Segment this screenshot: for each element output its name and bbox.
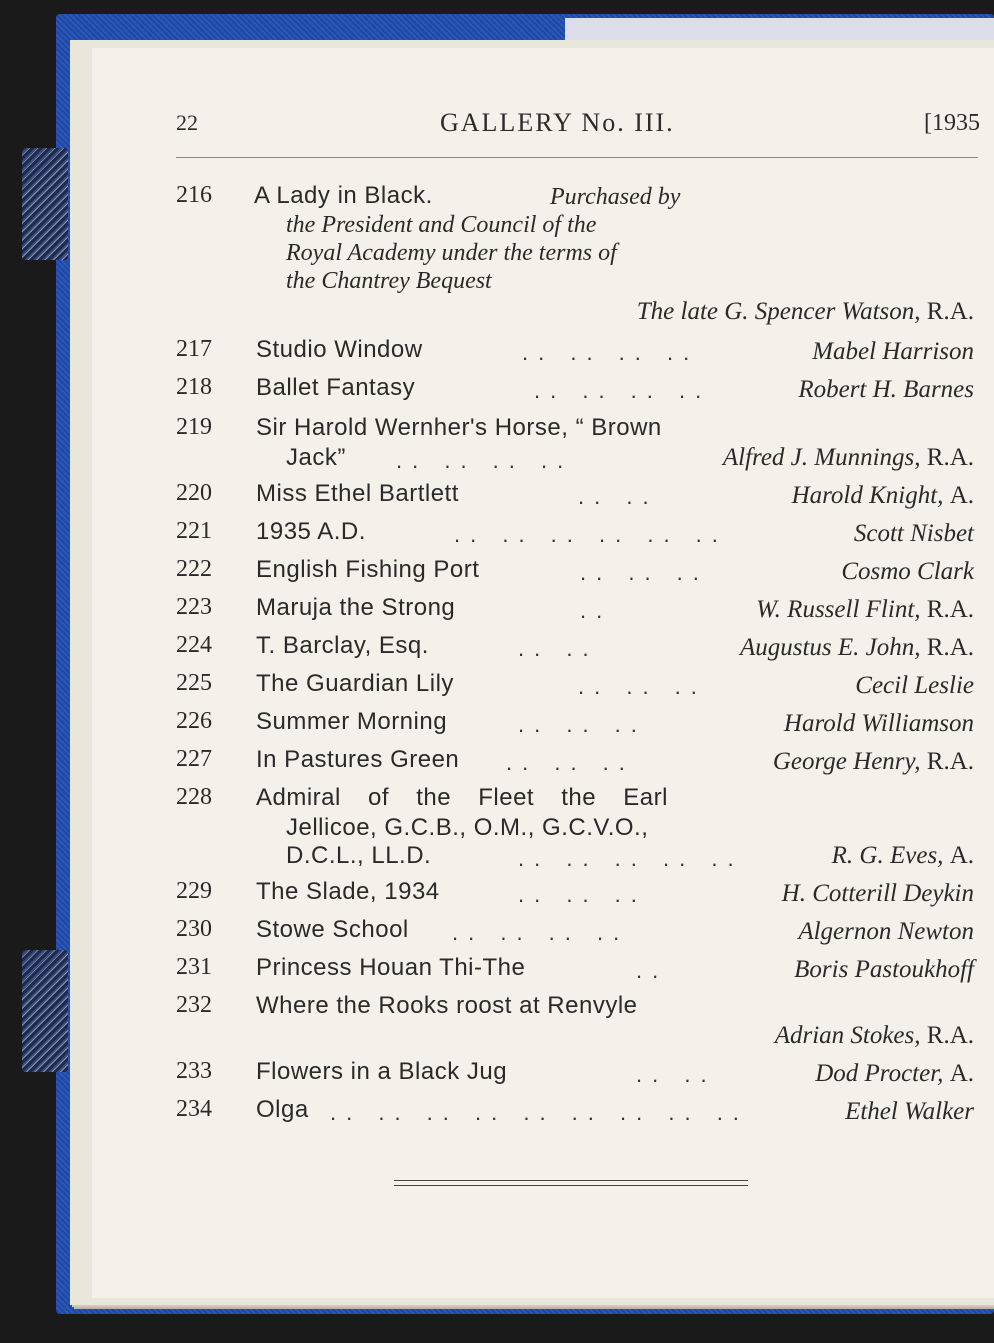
entry-note: Purchased by [550,184,681,210]
entry-artist: Harold Williamson [783,710,974,737]
entry-title: Admiral of the Fleet the Earl [256,784,668,811]
entry-artist: Cosmo Clark [841,558,974,585]
entry-title-cont: Jellicoe, G.C.B., O.M., G.C.V.O., [286,814,649,841]
entry-title-cont: Jack” [286,444,346,471]
entry-note: the President and Council of the [286,212,597,238]
entry-225: 225 The Guardian Lily .. .. .. Cecil Leslie [176,670,974,699]
entry-number: 219 [176,414,212,440]
entry-artist: Mabel Harrison [812,338,974,365]
entry-title-cont: D.C.L., LL.D. [286,842,432,869]
entry-title: English Fishing Port [256,556,480,583]
entry-number: 232 [176,992,212,1018]
entry-number: 234 [176,1096,212,1122]
entry-artist: Scott Nisbet [853,520,974,547]
entry-title: Stowe School [256,916,409,943]
entry-229: 229 The Slade, 1934 .. .. .. H. Cotterill Deykin [176,878,974,907]
entry-artist: George Henry, R.A. [772,748,974,775]
entry-title: Studio Window [256,336,423,363]
entry-number: 233 [176,1058,212,1084]
entry-number: 224 [176,632,212,658]
entry-233: 233 Flowers in a Black Jug .. .. Dod Procter, A. [176,1058,974,1087]
page-year: [1935 [924,110,980,136]
entry-title: A Lady in Black. [254,182,433,209]
entry-219: 219 Sir Harold Wernher's Horse, “ Brown Jack” .. .. .. .. Alfred J. Munnings, R.A. [176,414,974,473]
entry-226: 226 Summer Morning .. .. .. Harold Williamson [176,708,974,737]
entry-artist: Ethel Walker [845,1098,974,1125]
entry-number: 220 [176,480,212,506]
entry-218: 218 Ballet Fantasy .. .. .. .. Robert H. Barnes [176,374,974,403]
entry-number: 225 [176,670,212,696]
footer-double-rule [394,1180,748,1186]
entry-217: 217 Studio Window .. .. .. .. Mabel Harrison [176,336,974,365]
entry-artist: Alfred J. Munnings, R.A. [722,444,974,471]
entry-title: Miss Ethel Bartlett [256,480,459,507]
entry-231: 231 Princess Houan Thi-The .. Boris Pastoukhoff [176,954,974,983]
entry-title: Summer Morning [256,708,448,735]
entry-number: 218 [176,374,212,400]
entry-artist: The late G. Spencer Watson, R.A. [636,298,974,325]
entry-artist: Robert H. Barnes [798,376,974,403]
entry-title: Where the Rooks roost at Renvyle [256,992,638,1019]
entry-number: 227 [176,746,212,772]
entry-artist: Augustus E. John, R.A. [739,634,974,661]
entry-title: The Guardian Lily [256,670,454,697]
entry-228: 228 Admiral of the Fleet the Earl Jellicoe, G.C.B., O.M., G.C.V.O., D.C.L., LL.D. .. .. .. .. .. R. G. Eves, A. [176,784,974,871]
entry-number: 216 [176,182,212,208]
entry-number: 226 [176,708,212,734]
entry-220: 220 Miss Ethel Bartlett .. .. Harold Knight, A. [176,480,974,509]
entry-number: 228 [176,784,212,810]
entry-number: 230 [176,916,212,942]
page-title: GALLERY No. III. [440,108,675,137]
entry-artist: Algernon Newton [798,918,974,945]
entry-230: 230 Stowe School .. .. .. .. Algernon Newton [176,916,974,945]
entry-227: 227 In Pastures Green .. .. .. George Henry, R.A. [176,746,974,775]
entry-222: 222 English Fishing Port .. .. .. Cosmo Clark [176,556,974,585]
entry-artist: Cecil Leslie [855,672,974,699]
entry-title: Sir Harold Wernher's Horse, “ Brown [256,414,662,441]
entry-221: 221 1935 A.D. .. .. .. .. .. .. Scott Nisbet [176,518,974,547]
entry-number: 222 [176,556,212,582]
entry-number: 217 [176,336,212,362]
entry-artist: Dod Procter, A. [815,1060,974,1087]
entry-216 [176,182,976,332]
entry-title: Flowers in a Black Jug [256,1058,508,1085]
entry-artist: Harold Knight, A. [791,482,974,509]
entry-number: 221 [176,518,212,544]
entry-number: 229 [176,878,212,904]
entry-title: Ballet Fantasy [256,374,416,401]
entry-note: the Chantrey Bequest [286,268,492,294]
entry-title: The Slade, 1934 [256,878,440,905]
entry-232 [176,992,976,1056]
entry-artist: Boris Pastoukhoff [794,956,974,983]
entry-artist: Adrian Stokes, R.A. [774,1022,974,1049]
entry-number: 231 [176,954,212,980]
entry-artist: R. G. Eves, A. [831,842,974,869]
page-number: 22 [176,110,198,135]
entry-title: T. Barclay, Esq. [256,632,429,659]
entry-223: 223 Maruja the Strong .. W. Russell Flint, R.A. [176,594,974,623]
entry-title: Olga [256,1096,309,1123]
entry-title: Princess Houan Thi-The [256,954,526,981]
entry-artist: W. Russell Flint, R.A. [756,596,974,623]
entry-title: 1935 A.D. [256,518,366,545]
entry-title: Maruja the Strong [256,594,456,621]
entry-artist: H. Cotterill Deykin [781,880,974,907]
entry-number: 223 [176,594,212,620]
entry-224: 224 T. Barclay, Esq. .. .. Augustus E. John, R.A. [176,632,974,661]
entry-note: Royal Academy under the terms of [286,240,617,266]
entry-title: In Pastures Green [256,746,460,773]
entry-234: 234 Olga .. .. .. .. .. .. .. .. .. Ethel Walker [176,1096,974,1125]
